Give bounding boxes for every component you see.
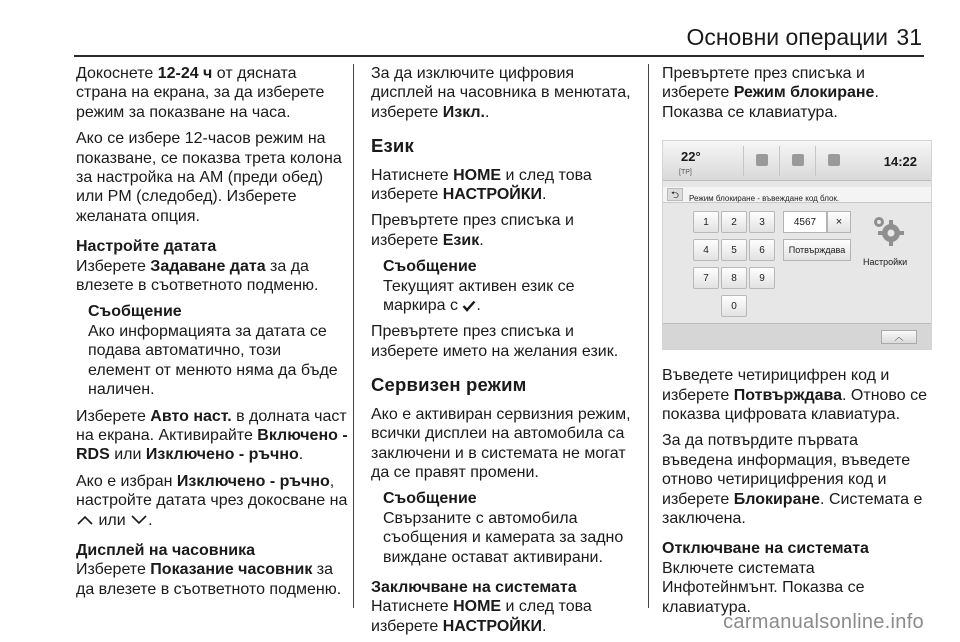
key-1[interactable]: 1 <box>693 211 719 233</box>
checkmark-icon <box>462 300 476 312</box>
note-active-language: Съобщение Текущият активен език се маркира с . <box>383 257 639 315</box>
note-title: Съобщение <box>383 258 477 276</box>
key-7[interactable]: 7 <box>693 267 719 289</box>
note-title: Съобщение <box>383 490 477 508</box>
paragraph-service-mode: Ако е активиран сервизния режим, всички дисплеи на автомобила са заключени и в системата не могат да се правят промени. <box>371 405 631 481</box>
paragraph-12h-mode: Ако се избере 12-часов режим на показване, се показва трета колона за настройка на AM (преди обед) или PM (следобед). Изберете желаната опция. <box>76 130 342 225</box>
confirm-button[interactable]: Потвърждава <box>783 239 851 261</box>
navigation-tab-icon <box>815 146 851 176</box>
page-title: Основни операции <box>686 24 888 50</box>
settings-label: Настройки <box>863 257 908 268</box>
chevron-down-icon <box>130 514 148 526</box>
paragraph-auto-set: Изберете Авто наст. в долната част на екрана. Активирайте Включено - RDS или Изключено - ръчно. <box>76 407 348 464</box>
note-date-auto <box>88 302 348 399</box>
screen-message-bar <box>663 187 931 203</box>
note-text: Ако информацията за датата се подава автоматично, този елемент от менюто няма да бъде наличен. <box>88 322 338 399</box>
key-8[interactable]: 8 <box>721 267 747 289</box>
key-9[interactable]: 9 <box>749 267 775 289</box>
code-input[interactable]: 4567 <box>783 211 827 233</box>
paragraph-choose-language: Превъртете през списъка и изберете името на желания език. <box>371 323 619 360</box>
column-1 <box>76 64 348 606</box>
heading-service-mode: Сервизен режим <box>371 374 527 396</box>
heading-unlock-system: Отключване на системата <box>662 540 869 558</box>
clock-readout: 14:22 <box>883 154 917 170</box>
tp-indicator: [TP] <box>679 169 692 177</box>
key-6[interactable]: 6 <box>749 239 775 261</box>
screen-bottom-bar <box>663 323 931 349</box>
paragraph-set-date: Изберете Задаване дата за да влезете в съответното подменю. <box>76 257 319 295</box>
paragraph-clock-off: За да изключите цифровия дисплей на часовника в менютата, изберете Изкл.. <box>371 65 631 121</box>
lock-mode-message: Режим блокиране - въвеждане код блок. <box>689 194 840 204</box>
paragraph-12-24: Докоснете 12-24 ч от дясната страна на екрана, за да изберете режим за показване на часа. <box>76 65 325 121</box>
heading-language: Език <box>371 135 414 157</box>
page-number: 31 <box>896 24 922 50</box>
paragraph-unlock: Включете системата Инфотейнмънт. Показва се клавиатура. <box>662 559 865 616</box>
paragraph-enter-code: Въведете четирицифрен код и изберете Потвърждава. Отново се показва цифровата клавиатура. <box>662 367 927 424</box>
key-5[interactable]: 5 <box>721 239 747 261</box>
watermark: carmanualsonline.info <box>723 611 924 633</box>
paragraph-confirm-code: За да потвърдите първата въведена информация, въведете отново четирицифрения код и изберете Блокиране. Системата е заключена. <box>662 432 923 528</box>
note-service-mode <box>383 489 639 567</box>
paragraph-manual-date: Ако е избран Изключено - ръчно, настройте датата чрез докосване на или . <box>76 472 348 529</box>
paragraph-select-language: Превъртете през списъка и изберете Език. <box>371 212 574 249</box>
column-divider-2 <box>648 64 649 608</box>
paragraph-home-settings: Натиснете HOME и след това изберете НАСТРОЙКИ. <box>371 166 592 204</box>
paragraph-lock-mode: Превъртете през списъка и изберете Режим блокиране. Показва се клавиатура. <box>662 65 879 121</box>
column-divider-1 <box>353 64 354 608</box>
heading-clock-display: Дисплей на часовника <box>76 541 256 559</box>
paragraph-clock-display: Изберете Показание часовник за да влезете в съответното подменю. <box>76 561 342 598</box>
key-2[interactable]: 2 <box>721 211 747 233</box>
back-icon[interactable]: ⮌ <box>667 188 683 201</box>
clear-button[interactable]: × <box>827 211 851 233</box>
key-0[interactable]: 0 <box>721 295 747 317</box>
heading-set-date: Настройте датата <box>76 238 217 256</box>
temperature-readout: 22° <box>681 149 701 165</box>
audio-tab-icon <box>743 146 779 176</box>
screen-status-bar <box>663 141 931 181</box>
header-rule <box>74 55 924 57</box>
chevron-up-icon <box>76 514 94 526</box>
chevron-up-button[interactable]: ︿ <box>881 330 917 344</box>
note-text: Свързаните с автомобила съобщения и камерата за задно виждане остават активирани. <box>383 509 624 566</box>
key-3[interactable]: 3 <box>749 211 775 233</box>
key-4[interactable]: 4 <box>693 239 719 261</box>
heading-lock-system: Заключване на системата <box>371 578 577 596</box>
column-2 <box>371 64 639 642</box>
phone-tab-icon <box>779 146 815 176</box>
column-3 <box>662 64 930 624</box>
note-title: Съобщение <box>88 303 182 321</box>
page-header <box>0 0 960 56</box>
paragraph-lock-home: Натиснете HOME и след това изберете НАСТРОЙКИ. <box>371 598 592 635</box>
lock-keypad-screenshot <box>662 140 932 350</box>
settings-gear-icon[interactable] <box>869 213 909 253</box>
